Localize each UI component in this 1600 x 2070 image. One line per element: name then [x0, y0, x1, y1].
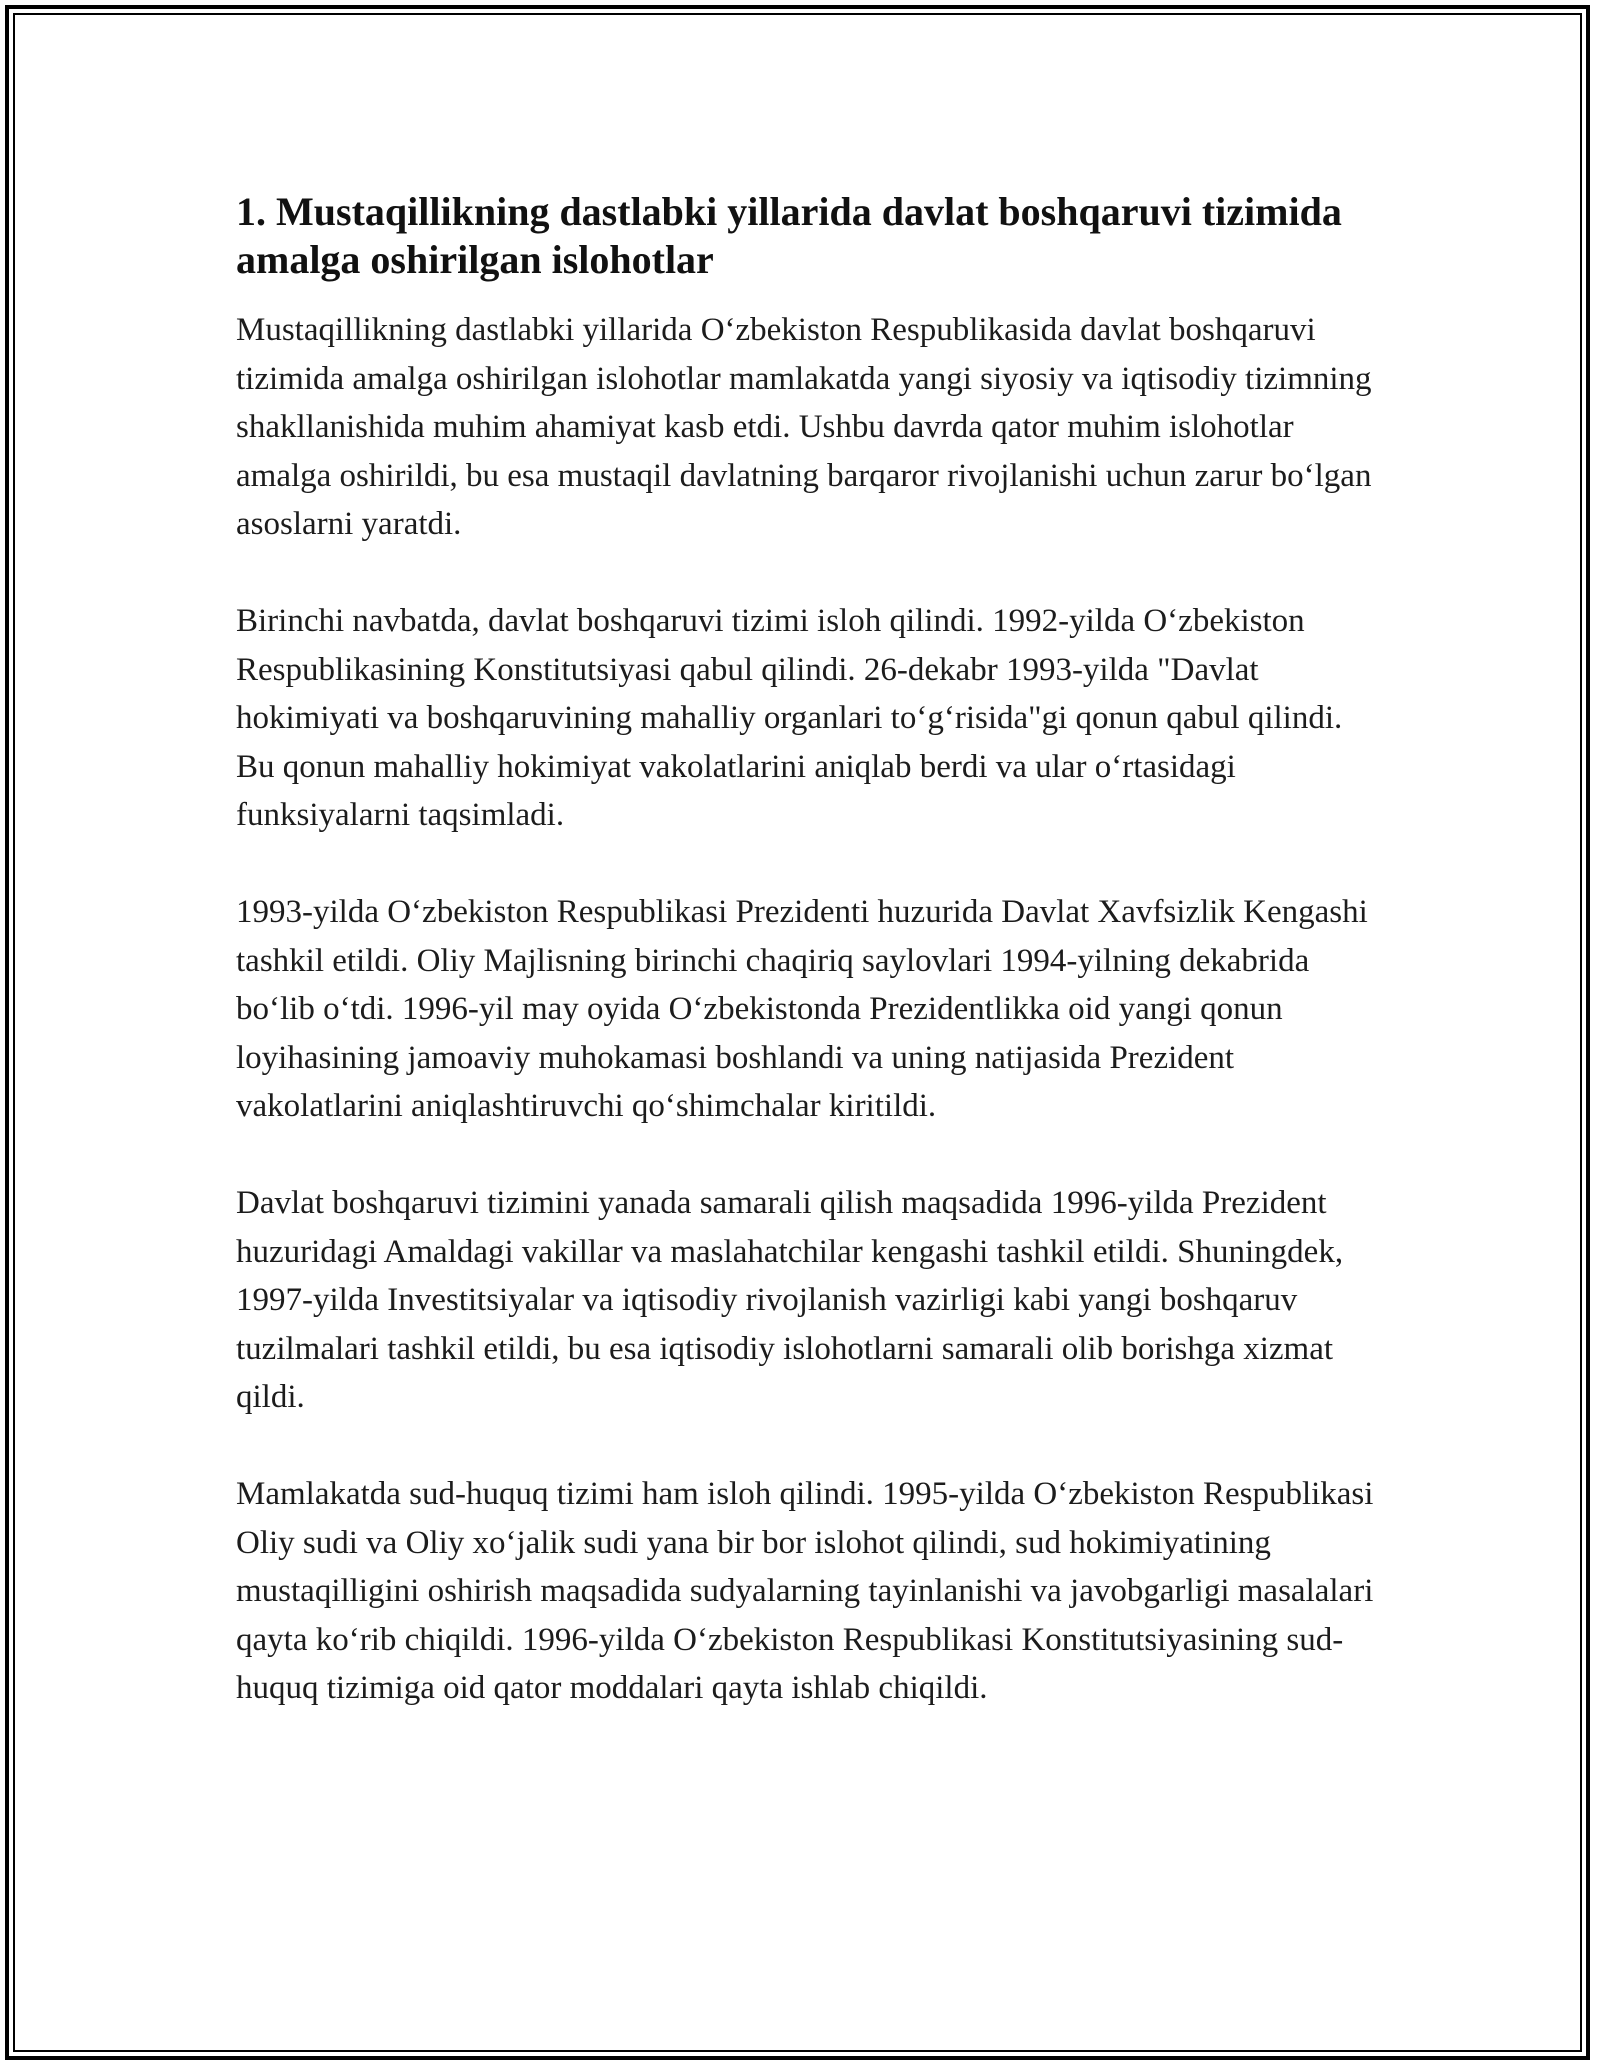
document-page	[236, 188, 1381, 1761]
paragraph-1: Mustaqillikning dastlabki yillarida O‘zbekiston Respublikasida davlat boshqaruvi tizimida amalga oshirilgan islohotlar mamlakatda yangi siyosiy va iqtisodiy tizimning shakllanishida muhim ahamiyat kasb etdi. Ushbu davrda qator muhim islohotlar amalga oshirildi, bu esa mustaqil davlatning barqaror rivojlanishi uchun zarur bo‘lgan asoslarni yaratdi.	[236, 312, 1372, 542]
paragraph-5: Mamlakatda sud-huquq tizimi ham isloh qilindi. 1995-yilda O‘zbekiston Respublikasi Oliy sudi va Oliy xo‘jalik sudi yana bir bor islohot qilindi, sud hokimiyatining mustaqilligini oshirish maqsadida sudyalarning tayinlanishi va javobgarligi masalalari qayta ko‘rib chiqildi. 1996-yilda O‘zbekiston Respublikasi Konstitutsiyasining sud-huquq tizimiga oid qator moddalari qayta ishlab chiqildi.	[236, 1476, 1374, 1706]
section-heading: 1. Mustaqillikning dastlabki yillarida davlat boshqaruvi tizimida amalga oshirilgan islohotlar	[236, 189, 1342, 282]
paragraph-4: Davlat boshqaruvi tizimini yanada samarali qilish maqsadida 1996-yilda Prezident huzuridagi Amaldagi vakillar va maslahatchilar kengashi tashkil etildi. Shuningdek, 1997-yilda Investitsiyalar va iqtisodiy rivojlanish vazirligi kabi yangi boshqaruv tuzilmalari tashkil etildi, bu esa iqtisodiy islohotlarni samarali olib borishga xizmat qildi.	[236, 1185, 1344, 1415]
paragraph-3: 1993-yilda O‘zbekiston Respublikasi Prezidenti huzurida Davlat Xavfsizlik Kengashi tashkil etildi. Oliy Majlisning birinchi chaqiriq saylovlari 1994-yilning dekabrida bo‘lib o‘tdi. 1996-yil may oyida O‘zbekistonda Prezidentlikka oid yangi qonun loyihasining jamoaviy muhokamasi boshlandi va uning natijasida Prezident vakolatlarini aniqlashtiruvchi qo‘shimchalar kiritildi.	[236, 894, 1368, 1124]
paragraph-2: Birinchi navbatda, davlat boshqaruvi tizimi isloh qilindi. 1992-yilda O‘zbekiston Respublikasining Konstitutsiyasi qabul qilindi. 26-dekabr 1993-yilda "Davlat hokimiyati va boshqaruvining mahalliy organlari to‘g‘risida"gi qonun qabul qilindi. Bu qonun mahalliy hokimiyat vakolatlarini aniqlab berdi va ular o‘rtasidagi funksiyalarni taqsimladi.	[236, 603, 1343, 833]
